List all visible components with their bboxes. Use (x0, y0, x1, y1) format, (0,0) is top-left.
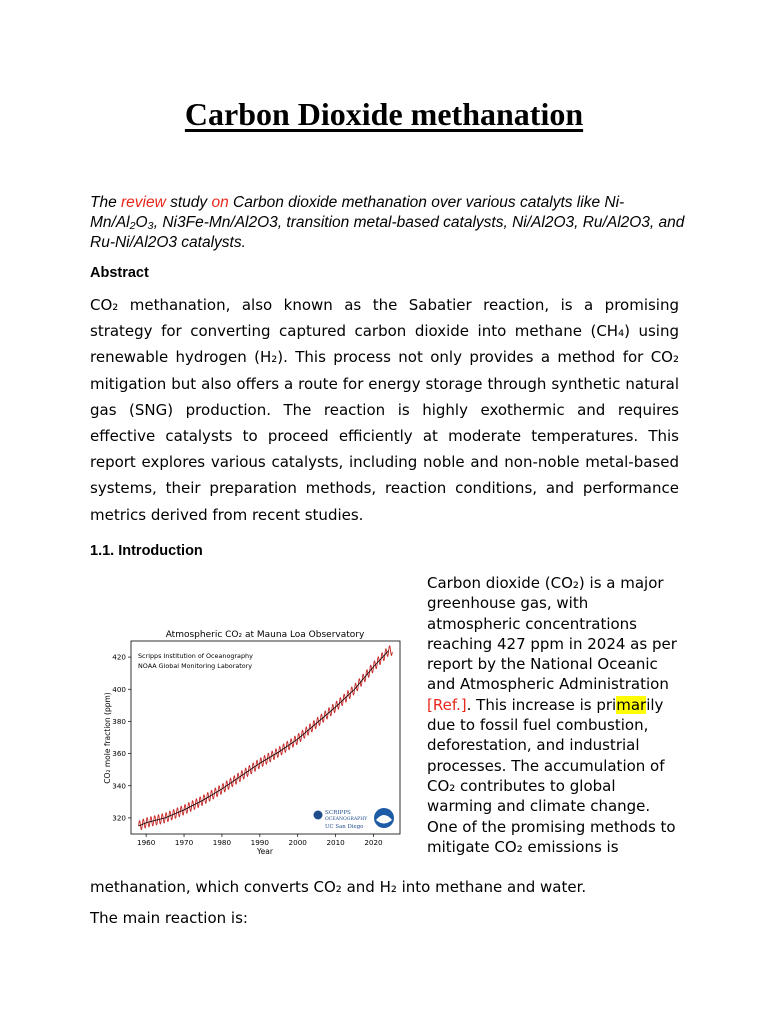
x-tick-label: 2010 (326, 838, 345, 847)
reference-link[interactable]: [Ref.] (427, 695, 467, 714)
chart-annotation-scripps: Scripps Institution of Oceanography (138, 652, 253, 660)
x-tick-label: 1980 (212, 838, 232, 847)
co2-chart (100, 624, 415, 859)
y-tick-label: 380 (112, 716, 126, 726)
document-subtitle (90, 193, 690, 253)
main-reaction-label: The main reaction is: (90, 909, 248, 927)
intro-text-part3: ily due to fossil fuel combustion, deforestation, and industrial processes. The accumulation of CO₂ contributes to global warming and climate change. One of the promising methods to mitigate CO₂ emissions is (427, 695, 676, 856)
y-tick-label: 340 (112, 781, 126, 791)
document-title: Carbon Dioxide methanation (184, 96, 584, 132)
subtitle-word-study: study (165, 194, 212, 211)
subtitle-word-on: on (211, 194, 229, 211)
intro-text-part2: . This increase is pri (466, 695, 617, 714)
introduction-continuation: methanation, which converts CO₂ and H₂ into methane and water. (90, 878, 587, 896)
chart-title: Atmospheric CO₂ at Mauna Loa Observatory (165, 630, 365, 640)
logo-ucsd-text: UC San Diego (325, 824, 364, 830)
y-tick-label: 320 (112, 813, 126, 823)
abstract-heading: Abstract (90, 265, 149, 281)
intro-text-part1: Carbon dioxide (CO₂) is a major greenhouse gas, with atmospheric concentrations reaching 427 ppm in 2024 as per report by the National Oceanic and Atmospheric Administration (427, 574, 677, 694)
y-tick-label: 400 (112, 684, 126, 694)
x-tick-label: 1990 (250, 838, 269, 847)
introduction-paragraph (427, 573, 685, 857)
highlighted-text: mar (616, 695, 647, 714)
chart-ylabel: CO₂ mole fraction (ppm) (103, 692, 112, 784)
x-tick-label: 1960 (137, 838, 156, 847)
x-tick-label: 2020 (364, 838, 383, 847)
subtitle-word-review: review (121, 194, 166, 211)
scripps-logo-icon (314, 811, 323, 820)
y-tick-label: 360 (112, 749, 126, 759)
abstract-paragraph: CO₂ methanation, also known as the Sabatier reaction, is a promising strategy for converting captured carbon dioxide into methane (CH₄) using renewable hydrogen (H₂). This process not only provides a method for CO₂ mitigation but also offers a route for energy storage through synthetic natural gas (SNG) production. The reaction is highly exothermic and requires effective catalysts to proceed efficiently at moderate temperatures. This report explores various catalysts, including noble and non-noble metal-based systems, their preparation methods, reaction conditions, and performance metrics derived from recent studies. (90, 296, 679, 524)
x-tick-label: 1970 (174, 838, 194, 847)
subtitle-rest: Carbon dioxide methanation over various catalyts like Ni-Mn/Al₂O₃, Ni3Fe-Mn/Al2O3, transition metal-based catalysts, Ni/Al2O3, Ru/Al2O3, and Ru-Ni/Al2O3 catalysts. (90, 194, 685, 251)
chart-xlabel: Year (257, 847, 273, 856)
co2-chart-svg (100, 624, 415, 859)
y-tick-label: 420 (112, 652, 126, 662)
introduction-heading: 1.1. Introduction (90, 543, 203, 559)
x-tick-label: 2000 (288, 838, 307, 847)
logo-scripps-text: SCRIPPS (325, 810, 351, 816)
chart-annotation-noaa: NOAA Global Monitoring Laboratory (138, 662, 253, 670)
logo-oceanography-text: OCEANOGRAPHY (325, 817, 368, 822)
subtitle-prefix: The (90, 194, 122, 211)
